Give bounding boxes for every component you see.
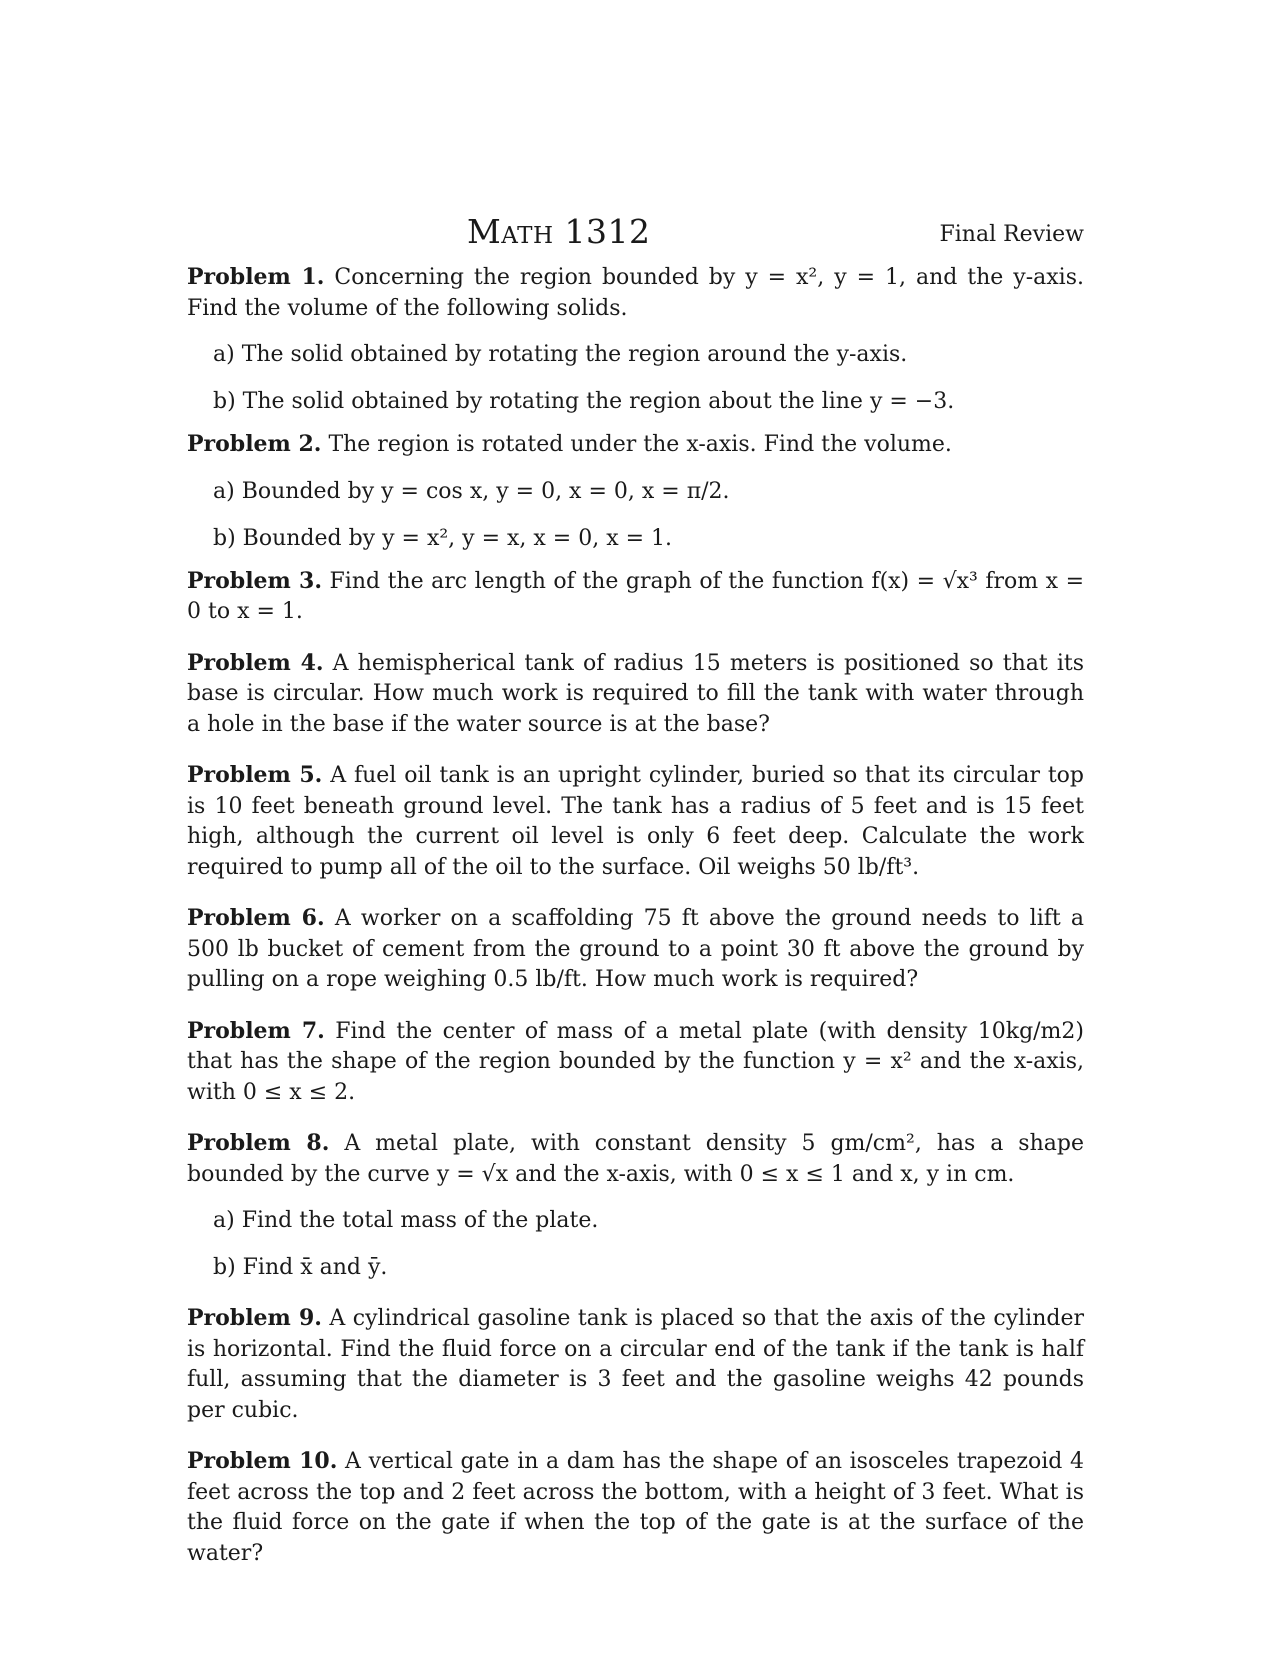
problem-2 [187, 429, 1084, 554]
problem-parts [187, 340, 1084, 417]
problem-title: Problem 6. [187, 905, 325, 931]
problem-body: A cylindrical gasoline tank is placed so that the axis of the cylinder is horizontal. Find the fluid force on a circular end of the tank if the tank is half full, assuming that the diameter is 3 feet and the gasoline weighs 42 pounds per cubic. [187, 1306, 1084, 1423]
problem-title: Problem 4. [187, 649, 324, 676]
problem-6 [187, 903, 1084, 996]
problem-body: A worker on a scaffolding 75 ft above the ground needs to lift a 500 lb bucket of cement from the ground to a point 30 ft above the ground by pulling on a rope weighing 0.5 lb/ft. How much work is required? [187, 906, 1085, 992]
problem-text [187, 760, 1084, 883]
problem-title: Problem 2. [187, 431, 322, 457]
problem-part: a) The solid obtained by rotating the region around the y-axis. [213, 342, 908, 367]
course-title: Math 1312 [467, 212, 651, 251]
problem-body: The region is rotated under the x-axis. Find the volume. [328, 432, 952, 457]
problem-text [187, 903, 1084, 996]
problem-text [187, 429, 1084, 461]
problem-part: b) The solid obtained by rotating the region about the line y = −3. [213, 389, 955, 414]
problem-part: b) Bounded by y = x², y = x, x = 0, x = 1. [213, 525, 673, 551]
problem-parts [187, 477, 1084, 554]
problem-10 [187, 1446, 1084, 1569]
problem-part: a) Find the total mass of the plate. [213, 1208, 599, 1233]
problem-parts [187, 1206, 1084, 1283]
problem-part: b) Find x̄ and ȳ. [213, 1255, 388, 1280]
problem-title: Problem 3. [187, 567, 322, 594]
problem-text [187, 1128, 1084, 1190]
problem-body: A fuel oil tank is an upright cylinder, buried so that its circular top is 10 feet beneath ground level. The tank has a radius of 5 feet and is 15 feet high, although the current oil level is only 6 feet deep. Calculate the work required to pump all of the oil to the surface. Oil weighs 50 lb/ft³. [187, 763, 1084, 880]
problem-title: Problem 10. [187, 1448, 338, 1474]
page-header [187, 200, 1084, 252]
problem-title: Problem 1. [187, 264, 325, 290]
problem-body: Concerning the region bounded by y = x², y = 1, and the y-axis. Find the volume of the following solids. [187, 265, 1084, 321]
document-page [187, 200, 1084, 1569]
problem-text [187, 648, 1084, 741]
problem-title: Problem 5. [187, 762, 323, 788]
problem-body: A vertical gate in a dam has the shape of an isosceles trapezoid 4 feet across the top and 2 feet across the bottom, with a height of 3 feet. What is the fluid force on the gate if when the top of the gate is at the surface of the water? [187, 1449, 1084, 1566]
problem-title: Problem 8. [187, 1130, 330, 1156]
problem-title: Problem 7. [187, 1017, 325, 1044]
problem-1 [187, 262, 1084, 417]
problem-text [187, 1446, 1084, 1569]
problem-text [187, 1016, 1084, 1109]
problem-text [187, 1303, 1084, 1426]
problem-8 [187, 1128, 1084, 1283]
problem-part: a) Bounded by y = cos x, y = 0, x = 0, x = π/2. [213, 478, 730, 504]
problem-title: Problem 9. [187, 1305, 322, 1331]
problem-list [187, 262, 1084, 1569]
problem-body: Find the arc length of the graph of the function f(x) = √x³ from x = 0 to x = 1. [187, 568, 1085, 624]
problem-5 [187, 760, 1084, 883]
problem-body: A hemispherical tank of radius 15 meters is positioned so that its base is circular. How much work is required to fill the tank with water through a hole in the base if the water source is at the base? [187, 650, 1084, 737]
problem-body: A metal plate, with constant density 5 gm/cm², has a shape bounded by the curve y = √x and the x-axis, with 0 ≤ x ≤ 1 and x, y in cm. [187, 1131, 1084, 1187]
problem-4 [187, 648, 1084, 741]
problem-9 [187, 1303, 1084, 1426]
problem-body: Find the center of mass of a metal plate (with density 10kg/m2) that has the shape of the region bounded by the function y = x² and the x-axis, with 0 ≤ x ≤ 2. [187, 1018, 1085, 1105]
problem-3 [187, 566, 1084, 628]
problem-text [187, 262, 1084, 324]
problem-text [187, 566, 1084, 628]
document-label: Final Review [939, 222, 1084, 247]
problem-7 [187, 1016, 1084, 1109]
